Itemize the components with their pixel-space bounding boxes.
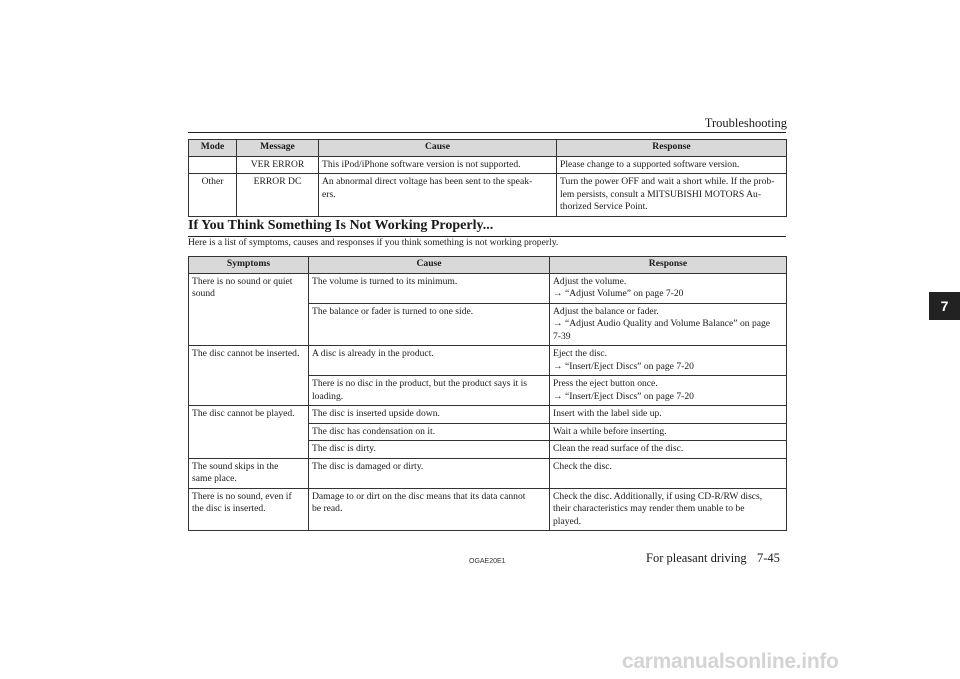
response-cell: Check the disc. xyxy=(550,458,787,488)
mode-cell: Other xyxy=(189,174,237,217)
symptom-cell: There is no sound, even if the disc is inserted. xyxy=(189,488,309,531)
table-row xyxy=(189,458,787,488)
message-cell: ERROR DC xyxy=(237,174,319,217)
column-header-symptoms: Symptoms xyxy=(189,257,309,274)
response-cell: Clean the read surface of the disc. xyxy=(550,441,787,459)
error-table-header-row xyxy=(189,140,787,157)
table-row xyxy=(189,273,787,303)
symptom-cell: The disc cannot be inserted. xyxy=(189,346,309,406)
mode-cell xyxy=(189,156,237,174)
cause-cell: An abnormal direct voltage has been sent to the speak- ers. xyxy=(319,174,557,217)
response-cell: Turn the power OFF and wait a short while. If the prob- lem persists, consult a MITSUBISHI MOTORS Au- thorized Service Point. xyxy=(557,174,787,217)
response-cell: Please change to a supported software version. xyxy=(557,156,787,174)
response-cell: Insert with the label side up. xyxy=(550,406,787,424)
symptom-table-header-row xyxy=(189,257,787,274)
footer-code: OGAE20E1 xyxy=(469,558,506,565)
symptom-cell: There is no sound or quiet sound xyxy=(189,273,309,346)
table-row xyxy=(189,488,787,531)
column-header-message: Message xyxy=(237,140,319,157)
column-header-response: Response xyxy=(550,257,787,274)
footer-section-name: For pleasant driving xyxy=(646,551,747,565)
table-row xyxy=(189,406,787,424)
cause-cell: Damage to or dirt on the disc means that its data cannot be read. xyxy=(309,488,550,531)
cause-cell: The disc is dirty. xyxy=(309,441,550,459)
column-header-cause: Cause xyxy=(309,257,550,274)
page-header-title: Troubleshooting xyxy=(704,116,787,130)
response-cell: Adjust the balance or fader. → “Adjust Audio Quality and Volume Balance” on page 7-39 xyxy=(550,303,787,346)
column-header-mode: Mode xyxy=(189,140,237,157)
cause-cell: The balance or fader is turned to one side. xyxy=(309,303,550,346)
table-row xyxy=(189,346,787,376)
error-code-table xyxy=(188,139,787,217)
page-number: 7-45 xyxy=(757,551,780,565)
column-header-cause: Cause xyxy=(319,140,557,157)
cause-cell: The disc is damaged or dirty. xyxy=(309,458,550,488)
response-cell: Check the disc. Additionally, if using CD-R/RW discs, their characteristics may render them unable to be played. xyxy=(550,488,787,531)
table-row xyxy=(189,174,787,217)
table-row xyxy=(189,156,787,174)
watermark: carmanualsonline.info xyxy=(622,650,839,673)
cause-cell: There is no disc in the product, but the product says it is loading. xyxy=(309,376,550,406)
header-rule xyxy=(188,132,786,133)
chapter-tab[interactable]: 7 xyxy=(929,292,960,320)
message-cell: VER ERROR xyxy=(237,156,319,174)
cause-cell: The disc is inserted upside down. xyxy=(309,406,550,424)
cause-cell: The volume is turned to its minimum. xyxy=(309,273,550,303)
cause-cell: The disc has condensation on it. xyxy=(309,423,550,441)
cause-cell: A disc is already in the product. xyxy=(309,346,550,376)
response-cell: Eject the disc. → “Insert/Eject Discs” on page 7-20 xyxy=(550,346,787,376)
symptom-table xyxy=(188,256,787,531)
section-intro: Here is a list of symptoms, causes and responses if you think something is not working properly. xyxy=(188,237,559,248)
response-cell: Press the eject button once. → “Insert/Eject Discs” on page 7-20 xyxy=(550,376,787,406)
section-title: If You Think Something Is Not Working Properly... xyxy=(188,218,786,237)
response-cell: Adjust the volume. → “Adjust Volume” on page 7-20 xyxy=(550,273,787,303)
column-header-response: Response xyxy=(557,140,787,157)
cause-cell: This iPod/iPhone software version is not supported. xyxy=(319,156,557,174)
symptom-cell: The sound skips in the same place. xyxy=(189,458,309,488)
symptom-cell: The disc cannot be played. xyxy=(189,406,309,459)
response-cell: Wait a while before inserting. xyxy=(550,423,787,441)
